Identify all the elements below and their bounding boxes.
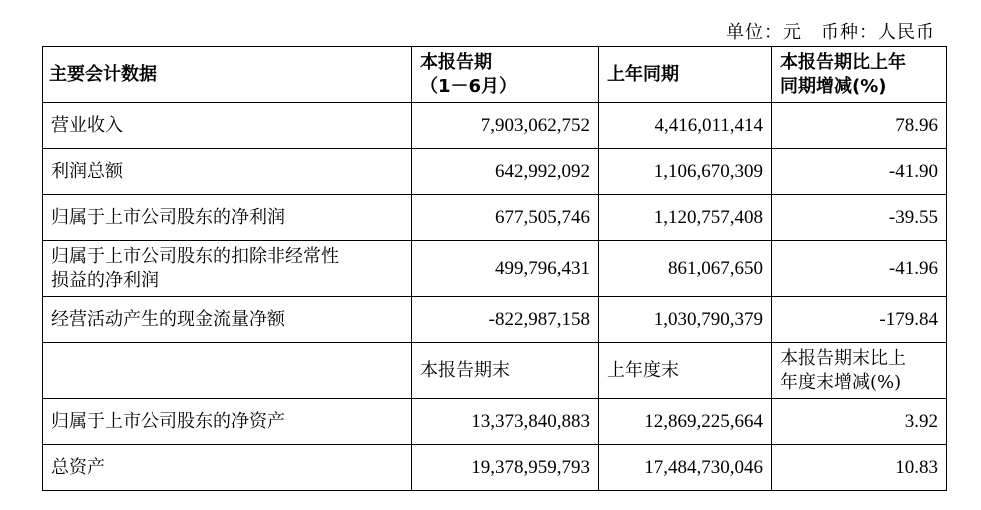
row-current: 677,505,746 bbox=[412, 195, 599, 241]
subheader-period-end: 本报告期末 bbox=[412, 343, 599, 399]
header-current-period-line1: 本报告期 bbox=[420, 51, 492, 73]
row-current: -822,987,158 bbox=[412, 297, 599, 343]
header-change-line1: 本报告期比上年 bbox=[780, 51, 906, 73]
row-label: 利润总额 bbox=[43, 149, 412, 195]
subheader-empty bbox=[43, 343, 412, 399]
row-change: 3.92 bbox=[772, 399, 947, 445]
row-change: -39.55 bbox=[772, 195, 947, 241]
subheader-prior-year-end: 上年度末 bbox=[599, 343, 772, 399]
table-row bbox=[43, 149, 947, 195]
row-previous: 1,106,670,309 bbox=[599, 149, 772, 195]
row-previous: 1,030,790,379 bbox=[599, 297, 772, 343]
subheader-change bbox=[772, 343, 947, 399]
row-label bbox=[43, 241, 412, 297]
key-accounting-data-table bbox=[42, 46, 947, 491]
row-previous: 17,484,730,046 bbox=[599, 445, 772, 491]
header-current-period bbox=[412, 47, 599, 103]
row-change: -41.96 bbox=[772, 241, 947, 297]
subheader-change-line2: 年度末增减(%) bbox=[780, 371, 902, 393]
table-row bbox=[43, 445, 947, 491]
row-change: -179.84 bbox=[772, 297, 947, 343]
table-subheader-row bbox=[43, 343, 947, 399]
row-previous: 4,416,011,414 bbox=[599, 103, 772, 149]
table-row bbox=[43, 297, 947, 343]
row-current: 7,903,062,752 bbox=[412, 103, 599, 149]
row-previous: 861,067,650 bbox=[599, 241, 772, 297]
table-row bbox=[43, 103, 947, 149]
header-prior-period: 上年同期 bbox=[599, 47, 772, 103]
header-current-period-line2: （1－6月） bbox=[420, 75, 518, 97]
row-current: 13,373,840,883 bbox=[412, 399, 599, 445]
row-previous: 12,869,225,664 bbox=[599, 399, 772, 445]
row-current: 642,992,092 bbox=[412, 149, 599, 195]
row-previous: 1,120,757,408 bbox=[599, 195, 772, 241]
row-change: -41.90 bbox=[772, 149, 947, 195]
row-change: 10.83 bbox=[772, 445, 947, 491]
row-current: 19,378,959,793 bbox=[412, 445, 599, 491]
subheader-change-line1: 本报告期末比上 bbox=[780, 347, 906, 369]
header-metric: 主要会计数据 bbox=[43, 47, 412, 103]
row-label-line1: 归属于上市公司股东的扣除非经常性 bbox=[51, 245, 339, 267]
header-change bbox=[772, 47, 947, 103]
row-label: 总资产 bbox=[43, 445, 412, 491]
table-row bbox=[43, 241, 947, 297]
row-label-line2: 损益的净利润 bbox=[51, 269, 159, 291]
unit-currency-note: 单位：元 币种：人民币 bbox=[726, 22, 935, 43]
table-row bbox=[43, 399, 947, 445]
table-row bbox=[43, 195, 947, 241]
row-label: 营业收入 bbox=[43, 103, 412, 149]
row-change: 78.96 bbox=[772, 103, 947, 149]
row-label: 归属于上市公司股东的净利润 bbox=[43, 195, 412, 241]
row-label: 经营活动产生的现金流量净额 bbox=[43, 297, 412, 343]
table-header-row bbox=[43, 47, 947, 103]
row-current: 499,796,431 bbox=[412, 241, 599, 297]
row-label: 归属于上市公司股东的净资产 bbox=[43, 399, 412, 445]
header-change-line2: 同期增减(%) bbox=[780, 75, 887, 97]
